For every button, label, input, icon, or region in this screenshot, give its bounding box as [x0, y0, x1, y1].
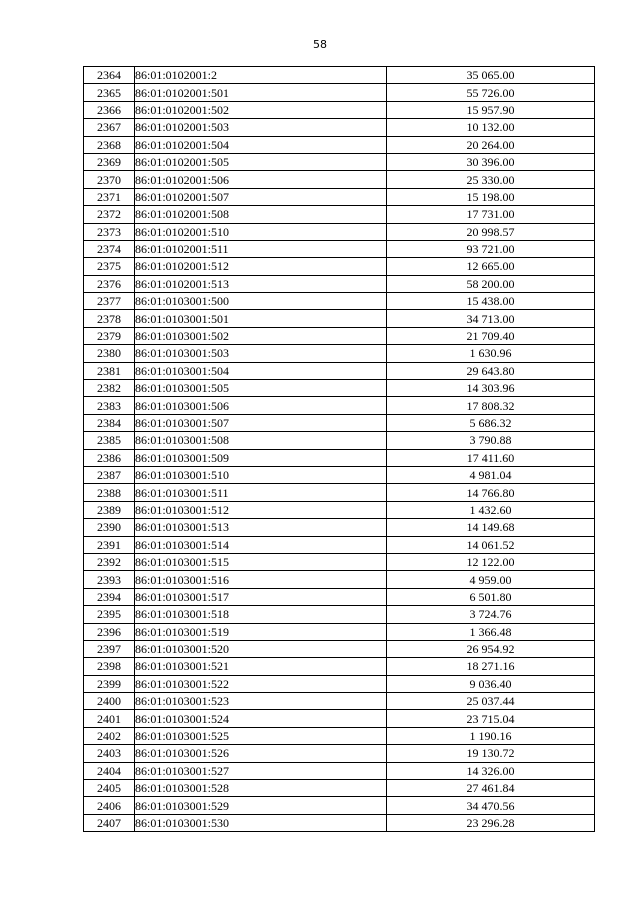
cadastral-number-cell: 86:01:0103001:509 — [135, 449, 387, 466]
row-number-cell: 2399 — [84, 675, 135, 692]
table-row — [84, 519, 595, 536]
row-number-cell: 2392 — [84, 553, 135, 570]
table-row — [84, 762, 595, 779]
table-row — [84, 814, 595, 831]
table-row — [84, 327, 595, 344]
row-number-cell: 2378 — [84, 310, 135, 327]
cadastral-number-cell: 86:01:0103001:501 — [135, 310, 387, 327]
row-number-cell: 2403 — [84, 745, 135, 762]
row-number-cell: 2384 — [84, 414, 135, 431]
table-row — [84, 293, 595, 310]
row-number-cell: 2405 — [84, 780, 135, 797]
row-number-cell: 2366 — [84, 101, 135, 118]
table-row — [84, 101, 595, 118]
amount-cell: 9 036.40 — [387, 675, 595, 692]
cadastral-number-cell: 86:01:0103001:514 — [135, 536, 387, 553]
cadastral-number-cell: 86:01:0103001:521 — [135, 658, 387, 675]
amount-cell: 15 957.90 — [387, 101, 595, 118]
row-number-cell: 2394 — [84, 588, 135, 605]
table-row — [84, 727, 595, 744]
amount-cell: 4 959.00 — [387, 571, 595, 588]
cadastral-number-cell: 86:01:0103001:520 — [135, 640, 387, 657]
row-number-cell: 2393 — [84, 571, 135, 588]
cadastral-number-cell: 86:01:0103001:515 — [135, 553, 387, 570]
cadastral-number-cell: 86:01:0103001:526 — [135, 745, 387, 762]
row-number-cell: 2379 — [84, 327, 135, 344]
amount-cell: 34 470.56 — [387, 797, 595, 814]
amount-cell: 17 411.60 — [387, 449, 595, 466]
amount-cell: 14 326.00 — [387, 762, 595, 779]
table-row — [84, 536, 595, 553]
cadastral-number-cell: 86:01:0103001:513 — [135, 519, 387, 536]
cadastral-number-cell: 86:01:0103001:516 — [135, 571, 387, 588]
cadastral-number-cell: 86:01:0103001:524 — [135, 710, 387, 727]
cadastral-number-cell: 86:01:0102001:505 — [135, 153, 387, 170]
table-row — [84, 675, 595, 692]
row-number-cell: 2395 — [84, 606, 135, 623]
cadastral-number-cell: 86:01:0102001:503 — [135, 119, 387, 136]
row-number-cell: 2388 — [84, 484, 135, 501]
amount-cell: 15 438.00 — [387, 293, 595, 310]
amount-cell: 25 037.44 — [387, 693, 595, 710]
table-row — [84, 571, 595, 588]
cadastral-number-cell: 86:01:0102001:504 — [135, 136, 387, 153]
table-row — [84, 171, 595, 188]
amount-cell: 3 724.76 — [387, 606, 595, 623]
table-row — [84, 67, 595, 84]
row-number-cell: 2389 — [84, 501, 135, 518]
cadastral-number-cell: 86:01:0102001:511 — [135, 240, 387, 257]
amount-cell: 17 808.32 — [387, 397, 595, 414]
row-number-cell: 2376 — [84, 275, 135, 292]
cadastral-number-cell: 86:01:0103001:511 — [135, 484, 387, 501]
cadastral-number-cell: 86:01:0103001:510 — [135, 466, 387, 483]
row-number-cell: 2387 — [84, 466, 135, 483]
table-row — [84, 449, 595, 466]
amount-cell: 1 366.48 — [387, 623, 595, 640]
table-row — [84, 275, 595, 292]
amount-cell: 23 296.28 — [387, 814, 595, 831]
table-row — [84, 710, 595, 727]
amount-cell: 23 715.04 — [387, 710, 595, 727]
cadastral-number-cell: 86:01:0103001:502 — [135, 327, 387, 344]
row-number-cell: 2367 — [84, 119, 135, 136]
row-number-cell: 2381 — [84, 362, 135, 379]
amount-cell: 58 200.00 — [387, 275, 595, 292]
cadastral-number-cell: 86:01:0103001:505 — [135, 380, 387, 397]
cadastral-number-cell: 86:01:0102001:502 — [135, 101, 387, 118]
row-number-cell: 2401 — [84, 710, 135, 727]
cadastral-number-cell: 86:01:0103001:527 — [135, 762, 387, 779]
table-row — [84, 623, 595, 640]
amount-cell: 27 461.84 — [387, 780, 595, 797]
table-row — [84, 362, 595, 379]
row-number-cell: 2374 — [84, 240, 135, 257]
row-number-cell: 2385 — [84, 432, 135, 449]
cadastral-number-cell: 86:01:0103001:525 — [135, 727, 387, 744]
amount-cell: 30 396.00 — [387, 153, 595, 170]
amount-cell: 18 271.16 — [387, 658, 595, 675]
amount-cell: 19 130.72 — [387, 745, 595, 762]
table-row — [84, 414, 595, 431]
amount-cell: 1 190.16 — [387, 727, 595, 744]
row-number-cell: 2372 — [84, 206, 135, 223]
table-row — [84, 553, 595, 570]
table-row — [84, 397, 595, 414]
cadastral-number-cell: 86:01:0103001:506 — [135, 397, 387, 414]
amount-cell: 35 065.00 — [387, 67, 595, 84]
amount-cell: 20 264.00 — [387, 136, 595, 153]
cadastral-number-cell: 86:01:0103001:529 — [135, 797, 387, 814]
row-number-cell: 2382 — [84, 380, 135, 397]
table-row — [84, 240, 595, 257]
cadastral-number-cell: 86:01:0102001:501 — [135, 84, 387, 101]
cadastral-number-cell: 86:01:0103001:519 — [135, 623, 387, 640]
table-row — [84, 119, 595, 136]
amount-cell: 1 630.96 — [387, 345, 595, 362]
cadastral-number-cell: 86:01:0103001:508 — [135, 432, 387, 449]
table-row — [84, 153, 595, 170]
row-number-cell: 2398 — [84, 658, 135, 675]
cadastral-number-cell: 86:01:0103001:507 — [135, 414, 387, 431]
page-number: 58 — [313, 38, 327, 51]
row-number-cell: 2370 — [84, 171, 135, 188]
cadastral-number-cell: 86:01:0102001:2 — [135, 67, 387, 84]
table-row — [84, 588, 595, 605]
amount-cell: 1 432.60 — [387, 501, 595, 518]
cadastral-number-cell: 86:01:0103001:523 — [135, 693, 387, 710]
amount-cell: 21 709.40 — [387, 327, 595, 344]
amount-cell: 15 198.00 — [387, 188, 595, 205]
row-number-cell: 2402 — [84, 727, 135, 744]
amount-cell: 6 501.80 — [387, 588, 595, 605]
amount-cell: 14 303.96 — [387, 380, 595, 397]
table-body — [84, 67, 595, 832]
row-number-cell: 2380 — [84, 345, 135, 362]
amount-cell: 55 726.00 — [387, 84, 595, 101]
table-row — [84, 380, 595, 397]
row-number-cell: 2369 — [84, 153, 135, 170]
cadastral-number-cell: 86:01:0103001:517 — [135, 588, 387, 605]
cadastral-number-cell: 86:01:0103001:522 — [135, 675, 387, 692]
table-row — [84, 606, 595, 623]
amount-cell: 93 721.00 — [387, 240, 595, 257]
amount-cell: 29 643.80 — [387, 362, 595, 379]
table-row — [84, 310, 595, 327]
table-row — [84, 640, 595, 657]
cadastral-number-cell: 86:01:0103001:512 — [135, 501, 387, 518]
table-row — [84, 432, 595, 449]
amount-cell: 3 790.88 — [387, 432, 595, 449]
table-row — [84, 258, 595, 275]
row-number-cell: 2371 — [84, 188, 135, 205]
row-number-cell: 2365 — [84, 84, 135, 101]
table-row — [84, 501, 595, 518]
row-number-cell: 2383 — [84, 397, 135, 414]
cadastral-number-cell: 86:01:0102001:508 — [135, 206, 387, 223]
amount-cell: 5 686.32 — [387, 414, 595, 431]
amount-cell: 20 998.57 — [387, 223, 595, 240]
row-number-cell: 2364 — [84, 67, 135, 84]
cadastral-number-cell: 86:01:0102001:510 — [135, 223, 387, 240]
row-number-cell: 2375 — [84, 258, 135, 275]
table-row — [84, 658, 595, 675]
row-number-cell: 2368 — [84, 136, 135, 153]
amount-cell: 4 981.04 — [387, 466, 595, 483]
row-number-cell: 2391 — [84, 536, 135, 553]
table-row — [84, 797, 595, 814]
row-number-cell: 2406 — [84, 797, 135, 814]
amount-cell: 14 766.80 — [387, 484, 595, 501]
row-number-cell: 2397 — [84, 640, 135, 657]
cadastral-number-cell: 86:01:0102001:512 — [135, 258, 387, 275]
amount-cell: 14 061.52 — [387, 536, 595, 553]
row-number-cell: 2400 — [84, 693, 135, 710]
row-number-cell: 2404 — [84, 762, 135, 779]
cadastral-number-cell: 86:01:0103001:500 — [135, 293, 387, 310]
cadastral-number-cell: 86:01:0102001:507 — [135, 188, 387, 205]
table-row — [84, 188, 595, 205]
table-row — [84, 693, 595, 710]
amount-cell: 12 665.00 — [387, 258, 595, 275]
table-row — [84, 780, 595, 797]
table-row — [84, 484, 595, 501]
table-row — [84, 223, 595, 240]
cadastral-number-cell: 86:01:0102001:506 — [135, 171, 387, 188]
amount-cell: 25 330.00 — [387, 171, 595, 188]
data-table — [83, 66, 595, 832]
row-number-cell: 2386 — [84, 449, 135, 466]
cadastral-number-cell: 86:01:0103001:504 — [135, 362, 387, 379]
row-number-cell: 2373 — [84, 223, 135, 240]
amount-cell: 10 132.00 — [387, 119, 595, 136]
cadastral-number-cell: 86:01:0103001:518 — [135, 606, 387, 623]
cadastral-number-cell: 86:01:0103001:528 — [135, 780, 387, 797]
amount-cell: 14 149.68 — [387, 519, 595, 536]
amount-cell: 34 713.00 — [387, 310, 595, 327]
cadastral-number-cell: 86:01:0102001:513 — [135, 275, 387, 292]
row-number-cell: 2407 — [84, 814, 135, 831]
table-row — [84, 466, 595, 483]
amount-cell: 17 731.00 — [387, 206, 595, 223]
table-row — [84, 84, 595, 101]
row-number-cell: 2377 — [84, 293, 135, 310]
amount-cell: 12 122.00 — [387, 553, 595, 570]
row-number-cell: 2390 — [84, 519, 135, 536]
row-number-cell: 2396 — [84, 623, 135, 640]
table-row — [84, 206, 595, 223]
cadastral-number-cell: 86:01:0103001:530 — [135, 814, 387, 831]
table-row — [84, 345, 595, 362]
table-row — [84, 136, 595, 153]
amount-cell: 26 954.92 — [387, 640, 595, 657]
table-row — [84, 745, 595, 762]
cadastral-number-cell: 86:01:0103001:503 — [135, 345, 387, 362]
